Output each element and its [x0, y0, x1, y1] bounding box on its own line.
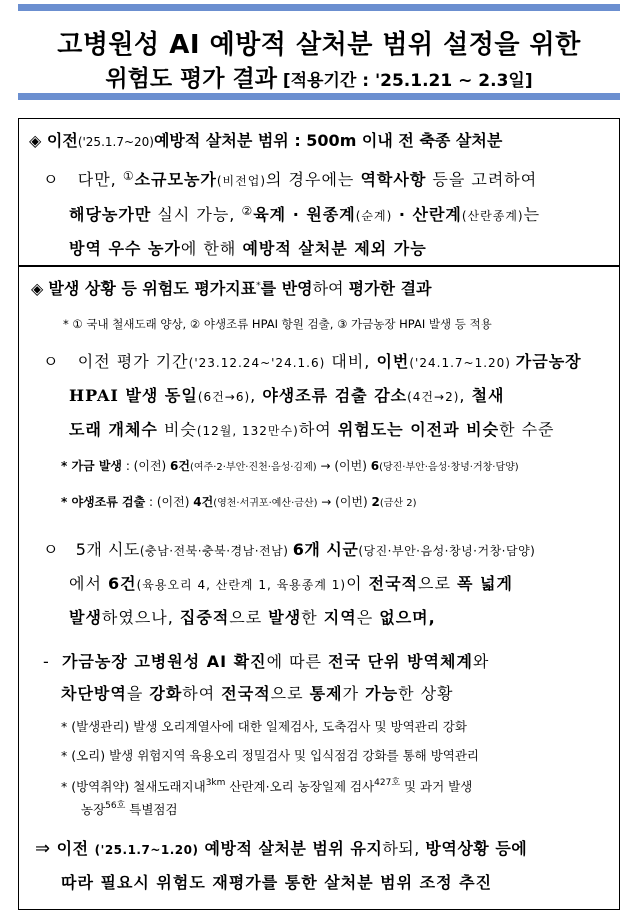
section1-heading: ◈ 이전('25.1.7~20)예방적 살처분 범위 : 500m 이내 전 축종 살처분	[29, 131, 503, 150]
section1-para-line2: 해당농가만 실시 가능, ②육계 · 원종계(순계) · 산란계(산란종계)는	[69, 204, 541, 224]
section2-heading: ◈ 발생 상황 등 위험도 평가지표*를 반영하여 평가한 결과	[31, 279, 432, 298]
title-bottom-rule	[18, 93, 620, 100]
conclusion-line2: 따라 필요시 위험도 재평가를 통한 살처분 범위 조정 추진	[61, 873, 493, 892]
application-period: [적용기간 : '25.1.21 ~ 2.3일]	[276, 71, 533, 91]
vulnerable-area-note-line1: * (방역취약) 철새도래지내$^{3km}$ 산란계·오리 농장일제 검사$^{427호}$ 및 과거 발생	[61, 778, 473, 794]
page-subtitle: 위험도 평가 결과 [적용기간 : '25.1.21 ~ 2.3일]	[105, 66, 533, 92]
title-top-rule	[18, 4, 620, 11]
section1-para-line3: 방역 우수 농가에 한해 예방적 살처분 제외 가능	[69, 239, 427, 258]
duck-management-note: * (오리) 발생 위험지역 육용오리 정밀검사 및 입식점검 강화를 통해 방역관리	[61, 748, 479, 763]
evaluation-result-box	[18, 266, 620, 910]
poultry-outbreak-note: * 가금 발생 : (이전) 6건(여주·2·부안·진천·음성·김제) → (이번) 6(당진·부안·음성·창녕·거창·담양)	[61, 459, 519, 473]
page-title: 고병원성 AI 예방적 살처분 범위 설정을 위한	[57, 30, 581, 60]
section2-o1-line3: 도래 개체수 비슷(12월, 132만수)하여 위험도는 이전과 비슷한 수준	[69, 420, 555, 439]
outbreak-management-note: * (발생관리) 발생 오리계열사에 대한 일제검사, 도축검사 및 방역관리 강화	[61, 719, 467, 734]
conclusion-line1: ⇒ 이전 ('25.1.7~1.20) 예방적 살처분 범위 유지하되, 방역상황 등에	[35, 838, 528, 859]
section1-para-line1: ㅇ 다만, ①소규모농가(비전업)의 경우에는 역학사항 등을 고려하여	[43, 169, 538, 189]
section2-o1-line2: HPAI 발생 동일(6건→6), 야생조류 검출 감소(4건→2), 철새	[69, 386, 505, 405]
section2-o1-line1: ㅇ 이전 평가 기간('23.12.24~'24.1.6) 대비, 이번('24.1.7~1.20) 가금농장	[43, 352, 582, 371]
vulnerable-area-note-line2: 농장$^{56호}$ 특별점검	[81, 801, 178, 817]
section2-o2-line3: 발생하였으나, 집중적으로 발생한 지역은 없으며,	[69, 608, 436, 627]
previous-range-box	[18, 118, 620, 266]
section2-o2-line2: 에서 6건(육용오리 4, 산란계 1, 육용종계 1)이 전국적으로 폭 넓게	[69, 574, 513, 593]
section2-dash-line2: 차단방역을 강화하여 전국적으로 통제가 가능한 상황	[61, 684, 454, 703]
conclusion-arrow-icon: ⇒	[35, 838, 51, 859]
wild-bird-detection-note: * 야생조류 검출 : (이전) 4건(영천·서귀포·예산·금산) → (이번) 2(금산 2)	[61, 495, 417, 509]
section2-o2-line1: ㅇ 5개 시도(충남·전북·충북·경남·전남) 6개 시군(당진·부안·음성·창녕·거창·담양)	[43, 540, 536, 559]
section2-dash-line1: - 가금농장 고병원성 AI 확진에 따른 전국 단위 방역체계와	[43, 652, 490, 671]
indicator-note: * ① 국내 철새도래 양상, ② 야생조류 HPAI 항원 검출, ③ 가금농장 HPAI 발생 등 적용	[63, 317, 492, 331]
